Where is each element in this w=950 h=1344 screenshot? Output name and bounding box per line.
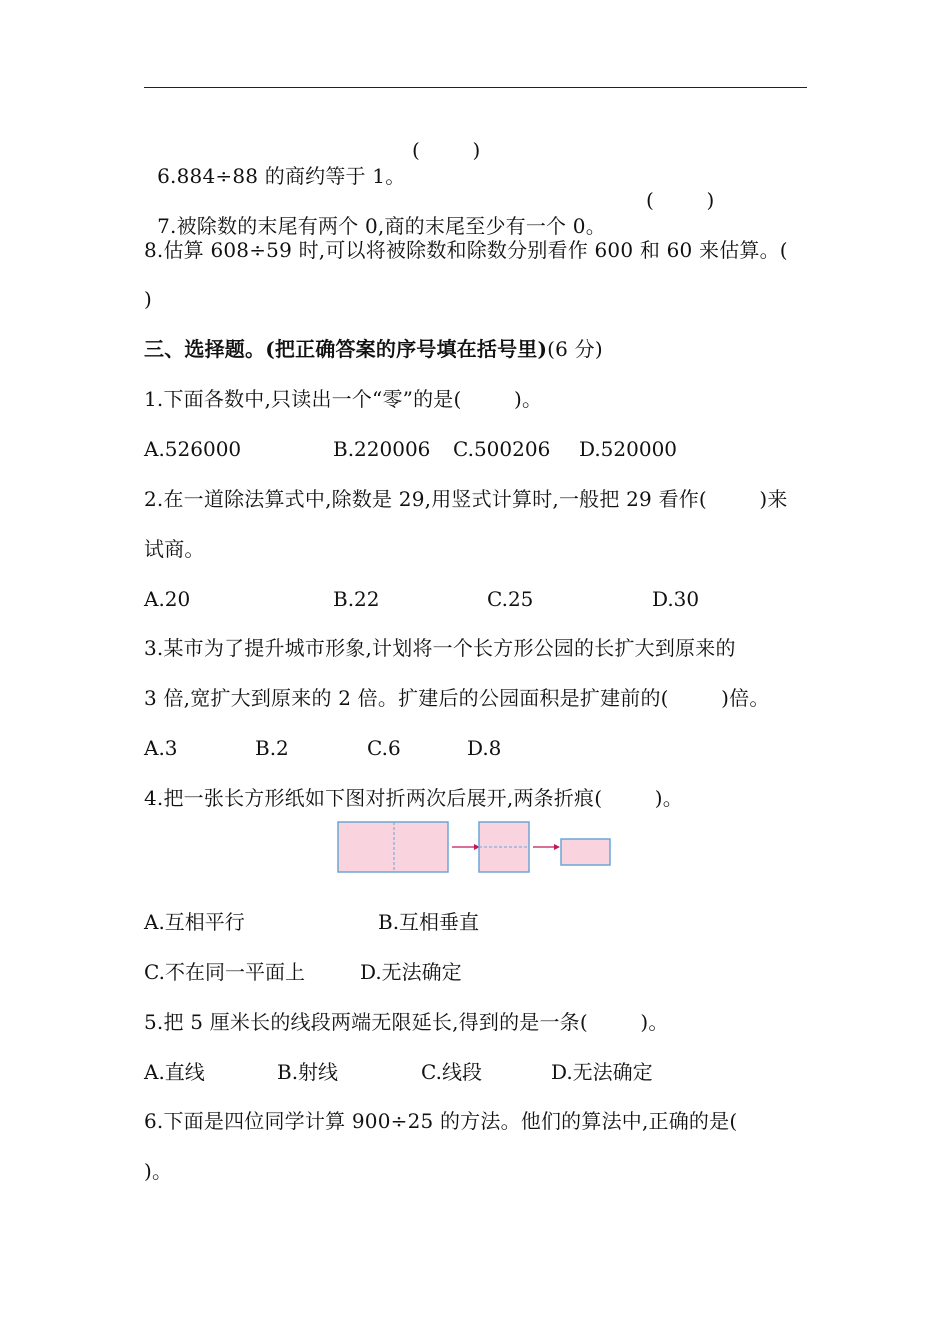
top-rule	[144, 87, 807, 88]
q1-option-c: C.500206	[453, 437, 551, 461]
q1-option-a: A.526000	[144, 437, 242, 461]
answer-blank: ( )	[412, 138, 481, 162]
judgement-item-8-cont: )	[144, 287, 153, 311]
q3-option-c: C.6	[367, 736, 401, 760]
section-heading	[144, 336, 603, 362]
paper-folding-figure	[336, 818, 616, 878]
question-2-stem-cont: 试商。	[144, 537, 205, 561]
q3-option-d: D.8	[467, 736, 502, 760]
q3-option-a: A.3	[144, 736, 178, 760]
question-2-stem: 2.在一道除法算式中,除数是 29,用竖式计算时,一般把 29 看作( )来	[144, 487, 788, 511]
judgement-item-text: 7.被除数的末尾有两个 0,商的末尾至少有一个 0。	[157, 214, 606, 238]
question-5-stem: 5.把 5 厘米长的线段两端无限延长,得到的是一条( )。	[144, 1010, 669, 1034]
q4-option-c: C.不在同一平面上	[144, 960, 305, 984]
folded-twice-paper	[561, 839, 610, 865]
q5-option-c: C.线段	[421, 1060, 482, 1084]
judgement-item-8: 8.估算 608÷59 时,可以将被除数和除数分别看作 600 和 60 来估算。(	[144, 238, 788, 262]
q5-option-b: B.射线	[277, 1060, 339, 1084]
question-6-stem-cont: )。	[144, 1159, 173, 1183]
q2-option-d: D.30	[652, 587, 700, 611]
q5-option-d: D.无法确定	[551, 1060, 653, 1084]
question-3-stem: 3.某市为了提升城市形象,计划将一个长方形公园的长扩大到原来的	[144, 636, 736, 660]
q4-option-b: B.互相垂直	[378, 910, 480, 934]
q3-option-b: B.2	[255, 736, 289, 760]
q1-option-b: B.220006	[333, 437, 431, 461]
question-4-stem: 4.把一张长方形纸如下图对折两次后展开,两条折痕( )。	[144, 786, 683, 810]
q4-option-a: A.互相平行	[144, 910, 245, 934]
answer-blank: ( )	[646, 188, 715, 212]
q1-option-d: D.520000	[579, 437, 678, 461]
q5-option-a: A.直线	[144, 1060, 205, 1084]
q2-option-a: A.20	[144, 587, 191, 611]
q2-option-b: B.22	[333, 587, 380, 611]
judgement-item-text: 6.884÷88 的商约等于 1。	[157, 164, 406, 188]
question-6-stem: 6.下面是四位同学计算 900÷25 的方法。他们的算法中,正确的是(	[144, 1109, 738, 1133]
section-points: (6 分)	[547, 337, 603, 361]
arrow-2-head	[554, 844, 560, 850]
unfolded-paper	[338, 822, 448, 872]
question-1-stem: 1.下面各数中,只读出一个“零”的是( )。	[144, 387, 543, 411]
section-title: 三、选择题。(把正确答案的序号填在括号里)	[144, 337, 548, 361]
q2-option-c: C.25	[487, 587, 534, 611]
q4-option-d: D.无法确定	[360, 960, 462, 984]
question-3-stem-cont: 3 倍,宽扩大到原来的 2 倍。扩建后的公园面积是扩建前的( )倍。	[144, 686, 770, 710]
